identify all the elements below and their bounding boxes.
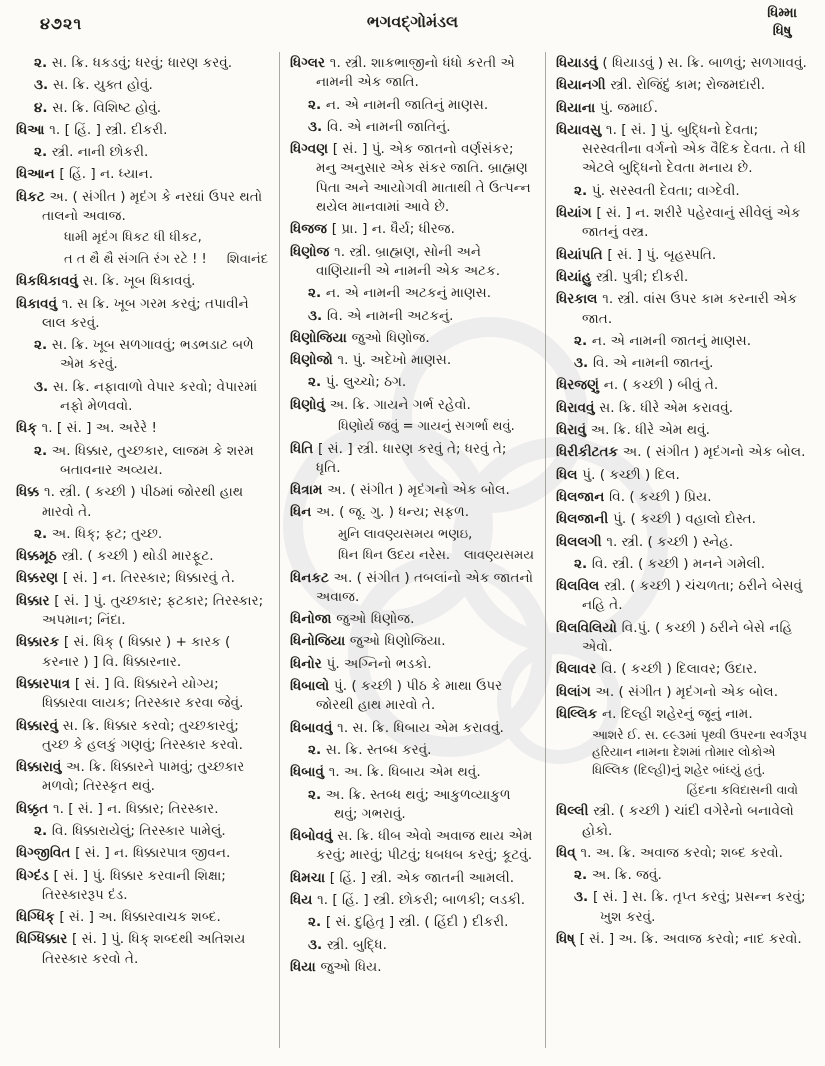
headword: ધિયાંહુ — [556, 268, 597, 285]
sense-line: ૨. [ સં. દુહિતૃ ] સ્ત્રી. ( હિંદી ) દીકરી. — [308, 914, 509, 931]
page-number: ૪૭૨૧ — [40, 14, 83, 33]
headword: ધિરજણું — [556, 377, 604, 394]
sense-number: ૨. — [34, 823, 52, 839]
sense-line: ૩. વિ. એ નામની જાતનું. — [574, 355, 714, 372]
dictionary-entry: ધિરીકીટતક અ. ( સંગીત ) મૃદંગનો એક બોલ. — [556, 444, 806, 461]
sense-line: ૨. ન. એ નામની અટકનું માણસ. — [308, 285, 492, 302]
headword: ધિગ્જીવિત — [16, 845, 76, 862]
dictionary-entry: ધિગ્ધિક્ [ સં. ] અ. ધિક્કારવાચક શબ્દ. — [16, 909, 221, 926]
headword: ધિલજાની — [556, 511, 614, 528]
dictionary-entry: ધિયાનગી સ્ત્રી. રોજિંદું કામ; રોજમદારી. — [556, 77, 766, 94]
sense-number: ૨. — [308, 285, 326, 302]
column-2 — [290, 54, 534, 980]
dictionary-entry: ધિકાવવું ૧. સ ક્રિ. ખૂબ ગરમ કરવું; તપાવીને લાલ કરવું. — [16, 295, 249, 331]
sense-number: ૨. — [34, 144, 52, 161]
headword: ધિણોવું — [290, 396, 330, 413]
dictionary-entry: ધિકટ અ. ( સંગીત ) મૃદંગ કે નરઘાં ઉપર થતો તાલનો અવાજ. — [16, 188, 263, 225]
dictionary-entry: ધિયાંપતિ [ સં. ] પું. બૃહસ્પતિ. — [556, 246, 717, 263]
headword: ધિરીકીટતક — [556, 444, 623, 461]
headword: ધિરાવવું — [556, 399, 600, 416]
headword: ધિનોજિયા — [290, 633, 350, 650]
dictionary-entry: ધિબોવવું સ. ક્રિ. ધીબ એવો અવાજ થાય એમ કરવું; મારવું; પીટવું; ધબધબ કરવું; કૂટવું. — [290, 828, 533, 864]
dictionary-entry: ધિક્કારક [ સં. ધિક્ ( ધિક્કાર ) + કારક ( કરનાર ) ] વિ. ધિક્કારનાર. — [16, 634, 231, 670]
dictionary-entry: ધિલજાન વિ. ( કચ્છી ) પ્રિય. — [556, 488, 712, 505]
headword: ધિક્કૃત — [16, 800, 53, 817]
dictionary-entry: ધિલાવર વિ. ( કચ્છી ) દિલાવર; ઉદાર. — [556, 661, 758, 678]
headword: ધિત્રામ — [290, 482, 328, 499]
sense-number: ૨. — [308, 374, 326, 391]
dictionary-entry: ધિક્કરણ [ સં. ] ન. તિરસ્કાર; ધિક્કારવું તે. — [16, 570, 235, 587]
dictionary-entry: ધિલવિલ સ્ત્રી. ( કચ્છી ) ચંચળતા; ઠરીને બેસવું નહિ તે. — [556, 578, 803, 614]
headword: ધિગ્વણ — [290, 141, 333, 158]
dictionary-entry: ધિયા જુઓ ધિય. — [290, 958, 382, 975]
headword: ધિયાના — [556, 99, 600, 116]
dictionary-entry: ધિયાડવું ( ધિયાડવું ) સ. ક્રિ. બાળવું; સળગાવવું. — [556, 55, 807, 71]
headword: ધિલજાન — [556, 488, 610, 505]
dictionary-entry: ધિનોજા જુઓ ધિણોજ. — [290, 611, 415, 628]
sense-line: ૨. વિ. સ્ત્રી. ( કચ્છી ) મનને ગમેલી. — [574, 555, 766, 572]
dictionary-entry: ધિન અ. ( જૂ. ગુ. ) ધન્ય; સફળ. — [290, 504, 470, 521]
headword: ધિલાંગ — [556, 683, 596, 700]
guide-words — [767, 4, 797, 40]
headword: ધિયા — [290, 958, 321, 975]
headword: ધિક્કારવું — [16, 717, 63, 734]
sense-line: ૩. વિ. એ નામની જાતિનું. — [308, 118, 451, 135]
dictionary-entry: ધિનોજિયા જુઓ ધિણોજિયા. — [290, 633, 446, 650]
sense-number: ૨. — [34, 442, 52, 459]
sense-line: ૨. વિ. ધિક્કારાયેલું; તિરસ્કાર પામેલું. — [34, 823, 226, 839]
dictionary-entry: ધિગ્વણ [ સં. ] પું. એક જાતનો વર્ણસંકર; મનુ અનુસાર એક સંકર જાતિ. બ્રાહ્મણ પિતા અને આયોગવી માતાથી તે ઉત્પન્ન થયેલ માનવામાં આવે છે. — [290, 141, 531, 216]
headword: ધિલવિલિયો — [556, 619, 622, 636]
verse-quote: ધિણોર્ય જવું = ગાયનું સગર્ભા થવું. — [338, 419, 515, 435]
dictionary-entry: ધિલાંગ અ. ( સંગીત ) મૃદંગનો એક બોલ. — [556, 683, 779, 700]
dictionary-columns — [0, 54, 825, 1066]
headword: ધિકટ — [16, 188, 50, 205]
dictionary-entry: ધિયાવસુ ૧. [ સં. ] પું. બુદ્ધિનો દેવતા; સરસ્વતીના વર્ગનો એક વૈદિક દેવતા. તે ધી એટલે બુદ્ધિનો દેવતા મનાય છે. — [556, 121, 806, 177]
dictionary-entry: ધિલ્લી સ્ત્રી. ( કચ્છી ) ચાંદી વગેરેનો બનાવેલો હોકો. — [556, 803, 794, 839]
headword: ધિગ્દંડ — [16, 867, 54, 884]
dictionary-entry: ધિજજ [ પ્રા. ] ન. ધૈર્ય; ધીરજ. — [290, 221, 455, 238]
sense-number: ૩. — [34, 77, 53, 94]
verse-quote: ધામી મૃદંગ ધિકટ ધી ધીકટ, — [64, 230, 202, 246]
headword: ધિનોજા — [290, 611, 337, 628]
headword: ધિયાવસુ — [556, 121, 606, 138]
dictionary-entry: ધિણોજિયા જુઓ ધિણોજ. — [290, 329, 430, 346]
headword: ધિલવિલ — [556, 578, 605, 595]
dictionary-entry: ધિગ્જીવિત [ સં. ] ન. ધિક્કારપાત્ર જીવન. — [16, 845, 231, 862]
sense-line: ૨. ન. એ નામની જાતનું માણસ. — [574, 332, 752, 349]
dictionary-entry: ધિબાવવું ૧. સ. ક્રિ. ધિબાય એમ કરાવવું. — [290, 719, 504, 736]
sense-line: ૨. ન. એ નામની જાતિનું માણસ. — [308, 96, 489, 113]
dictionary-entry: ધિલ પું. ( કચ્છી ) દિલ. — [556, 466, 680, 483]
headword: ધિષ્ — [556, 931, 580, 948]
dictionary-entry: ધિષ્ [ સં. ] અ. ક્રિ. અવાજ કરવો; નાદ કરવો. — [556, 931, 802, 948]
dictionary-entry: ધિગ્દંડ [ સં. ] પું. ધિક્કાર કરવાની શિક્ષા; તિરસ્કારરૂપ દંડ. — [16, 867, 226, 903]
sense-line: ૨. સ. ક્રિ. ખૂબ સળગાવવું; ભડભડાટ બળે એમ કરવું. — [34, 337, 254, 373]
verse-quote: મુનિ લાવણ્યસમય ભણઇ, — [338, 526, 473, 542]
dictionary-entry: ધિકધિકાવવું સ. ક્રિ. ખૂબ ધિકાવવું. — [16, 273, 196, 290]
dictionary-entry: ધિતિ [ સં. ] સ્ત્રી. ધારણ કરવું તે; ધરવું તે; ધૃતિ. — [290, 440, 507, 476]
dictionary-entry: ધિઆ ૧. [ હિં. ] સ્ત્રી. દીકરી. — [16, 121, 168, 138]
dictionary-entry: ધિક્કાર [ સં. ] પું. તુચ્છકાર; ફટકાર; તિરસ્કાર; અપમાન; નિંદા. — [16, 592, 264, 629]
sense-line: ૩. સ્ત્રી. બુદ્ધિ. — [308, 936, 387, 953]
dictionary-entry: ધિલલગી ૧. સ્ત્રી. ( કચ્છી ) સ્નેહ. — [556, 533, 734, 550]
sense-line: ૪. સ. ક્રિ. વિશિષ્ટ હોવું. — [34, 99, 162, 116]
headword: ધિગ્લર — [290, 55, 330, 71]
sense-line: ૩. વિ. એ નામની અટકનું. — [308, 307, 454, 324]
dictionary-entry: ધિઆન [ હિં. ] ન. ધ્યાન. — [16, 166, 154, 183]
column-1 — [16, 54, 268, 972]
citation-line: હિંદના કવિદાસની વાવો — [686, 782, 798, 797]
dictionary-entry: ધિરાવું અ. ક્રિ. ધીરે એમ થવું. — [556, 422, 710, 439]
headword: ધિણોજિયા — [290, 329, 352, 346]
sense-line: ૨. સ. ક્રિ. સ્તબ્ધ કરવું. — [308, 741, 432, 758]
headword: ધિક્કાર — [16, 592, 55, 609]
headword: ધિક્ક — [16, 484, 44, 501]
headword: ધિમચા — [290, 869, 330, 886]
sense-number: ૨. — [308, 96, 326, 113]
sense-number: ૩. — [574, 889, 593, 906]
headword: ધિયાંગ — [556, 205, 597, 222]
sense-number: ૨. — [34, 55, 52, 71]
headword: ધિયાંપતિ — [556, 246, 608, 263]
dictionary-entry: ધિરકાલ ૧. સ્ત્રી. વાંસ ઉપર કામ કરનારી એક જાત. — [556, 291, 798, 327]
sense-number: ૨. — [574, 867, 592, 884]
sense-number: ૩. — [34, 378, 53, 395]
headword: ધિકધિકાવવું — [16, 273, 83, 290]
headword: ધિયાડવું — [556, 55, 603, 71]
sense-line: ૨. પું. લુચ્ચો; ઠગ. — [308, 374, 407, 391]
dictionary-entry: ધિક્કમૂઠ સ્ત્રી. ( કચ્છી ) થોડી મારફૂટ. — [16, 548, 214, 565]
headword: ધિક્કારક — [16, 634, 64, 651]
headword: ધિક્કારાવું — [16, 759, 67, 776]
sense-line: ૨. સ. ક્રિ. ધકડવું; ધરવું; ધારણ કરવું. — [34, 55, 233, 71]
dictionary-entry: ધિક્કારપાત્ર [ સં. ] વિ. ધિક્કારને યોગ્ય; ધિક્કારવા લાયક; તિરસ્કાર કરવા જેવું. — [16, 675, 244, 712]
dictionary-entry: ધિક્ ૧. [ સં. ] અ. અરેરે ! — [16, 420, 157, 437]
dictionary-entry: ધિગ્લર ૧. સ્ત્રી. શાકભાજીનો ધંધો કરતી એ નામની એક જાતિ. — [290, 55, 515, 91]
sense-number: ૨. — [574, 182, 592, 199]
sense-number: ૨. — [308, 741, 326, 758]
headword: ધિબાવું — [290, 764, 329, 781]
headword: ધિલ — [556, 466, 583, 483]
headword: ધિક્કમૂઠ — [16, 548, 62, 565]
headword: ધિક્કારપાત્ર — [16, 675, 75, 692]
headword: ધિન — [290, 504, 317, 521]
headword: ધિણોજ — [290, 243, 335, 260]
headword: ધિયાનગી — [556, 77, 611, 94]
headword: ધિઆ — [16, 121, 50, 138]
dictionary-entry: ધિક્કારવું સ. ક્રિ. ધિક્કાર કરવો; તુચ્છકારવું; તુચ્છ કે હલકું ગણવું; તિરસ્કાર કરવો. — [16, 717, 243, 753]
sense-line: ૨. અ. ક્રિ. જવું. — [574, 867, 662, 884]
headword: ધિજજ — [290, 221, 332, 238]
dictionary-entry: ધિનકટ અ. ( સંગીત ) તબલાંનો એક જાતનો અવાજ. — [290, 569, 533, 605]
dictionary-entry: ધિયાના પું. જમાઈ. — [556, 99, 658, 116]
dictionary-entry: ધિવ્ ૧. અ. ક્રિ. અવાજ કરવો; શબ્દ કરવો. — [556, 844, 783, 861]
headword: ધિનોર — [290, 655, 327, 672]
dictionary-entry: ધિયાંહુ સ્ત્રી. પુત્રી; દીકરી. — [556, 268, 689, 285]
verse-quote: ત ત થૈ થૈ સંગતિ રંગ રટે ! ! શિવાનંદ — [16, 251, 268, 269]
citation-source: લાવણ્યસમય — [464, 548, 534, 564]
headword: ધિલ્લી — [556, 803, 594, 820]
headword: ધિણોજો — [290, 352, 338, 369]
sense-number: ૩. — [308, 307, 327, 324]
sense-line: ૩. સ. ક્રિ. યુક્ત હોવું. — [34, 77, 153, 94]
headword: ધિલાવર — [556, 661, 602, 678]
sense-number: ૪. — [34, 99, 53, 116]
headword: ધિવ્ — [556, 844, 581, 861]
sense-number: ૨. — [308, 786, 326, 803]
dictionary-entry: ધિક્ક ૧. સ્ત્રી. ( કચ્છી ) પીઠમાં જોરથી હાથ મારવો તે. — [16, 484, 244, 520]
headword: ધિક્ — [16, 420, 42, 437]
dictionary-entry: ધિલ્લિક ન. દિલ્હી શહેરનું જૂનું નામ. — [556, 705, 753, 722]
dictionary-entry: ધિલજાની પું. ( કચ્છી ) વહાલો દોસ્ત. — [556, 511, 756, 528]
guide-word-top: ધિમ્મા — [767, 5, 797, 21]
sense-number: ૨. — [574, 555, 592, 572]
dictionary-entry: ધિણોવું અ. ક્રિ. ગાયને ગર્ભ રહેવો. — [290, 396, 471, 413]
sense-number: ૨. — [34, 337, 52, 354]
headword: ધિનકટ — [290, 569, 334, 586]
dictionary-entry: ધિગ્ધિક્કાર [ સં. ] પું. ધિક્ શબ્દથી અતિશય તિરસ્કાર કરવો તે. — [16, 931, 246, 967]
sense-number: ૨. — [308, 914, 326, 931]
headword: ધિબોવવું — [290, 828, 338, 845]
dictionary-entry: ધિત્રામ અ. ( સંગીત ) મૃદંગનો એક બોલ. — [290, 482, 510, 499]
headword: ધિકાવવું — [16, 295, 62, 312]
sense-line: ૨. અ. ધિક્; ફટ; તુચ્છ. — [34, 525, 163, 542]
page-header — [0, 0, 825, 52]
dictionary-entry: ધિક્કૃત ૧. [ સં. ] ન. ધિક્કાર; તિરસ્કાર. — [16, 800, 219, 817]
headword: ધિક્કરણ — [16, 570, 63, 587]
citation-source: શિવાનંદ — [226, 251, 268, 267]
sense-line: ૨. સ્ત્રી. નાની છોકરી. — [34, 144, 149, 161]
dictionary-entry: ધિરાવવું સ. ક્રિ. ધીરે એમ કરાવવું. — [556, 399, 734, 416]
headword: ધિબાવવું — [290, 719, 338, 736]
guide-word-bottom: ધિષુ — [772, 23, 792, 40]
sense-number: ૩. — [574, 355, 593, 372]
sense-line: ૩. સ. ક્રિ. નફાવાળો વેપાર કરવો; વેપારમાં નફો મેળવવો. — [34, 378, 258, 415]
sense-line: ૩. [ સં. ] સ. ક્રિ. તૃપ્ત કરવું; પ્રસન્ન કરવું; ખુશ કરવું. — [574, 889, 806, 925]
sense-number: ૩. — [308, 936, 327, 953]
verse-quote: ધિન ધિન ઉદય નરેસ. લાવણ્યસમય — [290, 547, 534, 565]
etymology-note: આશરે ઈ. સ. ૯૯૩માં પૃથ્વી ઉપરના સ્વર્ગરૂપ હરિયાન નામના દેશમાં તોમાર લોકોએ ધિલ્લિક (દિલ્હી)નું શહેર બાંધ્યું હતું. — [592, 728, 807, 777]
sense-number: ૨. — [34, 525, 52, 542]
headword: ધિગ્ધિક્ — [16, 909, 60, 926]
dictionary-entry: ધિમચા [ હિં. ] સ્ત્રી. એક જાતની આમલી. — [290, 869, 515, 886]
headword: ધિબાલો — [290, 678, 334, 695]
headword: ધિલલગી — [556, 533, 607, 550]
dictionary-entry: ધિનોર પું. અગ્નિનો ભડકો. — [290, 655, 432, 672]
dictionary-entry: ધિબાલો પું. ( કચ્છી ) પીઠ કે માથા ઉપર જોરથી હાથ મારવો તે. — [290, 678, 503, 714]
sense-line: ૨. અ. ધિક્કાર, તુચ્છકાર, લાજમ કે શરમ બતાવનાર અવ્યય. — [34, 442, 254, 478]
sense-line: ૨. પું. સરસ્વતી દેવતા; વાગ્દેવી. — [574, 182, 740, 199]
dictionary-entry: ધિણોજ ૧. સ્ત્રી. બ્રાહ્મણ, સોની અને વાણિયાની એ નામની એક અટક. — [290, 243, 501, 279]
dictionary-entry: ધિબાવું ૧. અ. ક્રિ. ધિબાય એમ થવું. — [290, 764, 481, 781]
headword: ધિરકાલ — [556, 291, 603, 308]
headword: ધિલ્લિક — [556, 705, 602, 722]
dictionary-entry: ધિક્કારાવું અ. ક્રિ. ધિક્કારને પામવું; તુચ્છકાર મળવો; તિરસ્કૃત થવું. — [16, 759, 245, 795]
sense-line: ૨. અ. ક્રિ. સ્તબ્ધ થવું; આકુળવ્યાકુળ થવું; ગભરાવું. — [308, 786, 511, 822]
column-3 — [556, 54, 812, 952]
dictionary-entry: ધિયાંગ [ સં. ] ન. શરીરે પહેરવાનું સીવેલું એક જાતનું વસ્ત્ર. — [556, 205, 801, 241]
dictionary-entry: ધિલવિલિયો વિ.પું. ( કચ્છી ) ઠરીને બેસે નહિ એવો. — [556, 619, 793, 656]
dictionary-entry: ધિય ૧. [ હિં. ] સ્ત્રી. છોકરી; બાળકી; લડકી. — [290, 892, 526, 909]
headword: ધિતિ — [290, 440, 319, 457]
dictionary-entry: ધિણોજો ૧. પું. અદેખો માણસ. — [290, 352, 452, 369]
headword: ધિઆન — [16, 166, 60, 183]
sense-number: ૩. — [308, 118, 327, 135]
book-title: ભગવદ્ગોમંડલ — [366, 12, 459, 31]
dictionary-entry: ધિરજણું ન. ( કચ્છી ) બીવું તે. — [556, 377, 719, 394]
headword: ધિગ્ધિક્કાર — [16, 931, 73, 948]
headword: ધિરાવું — [556, 422, 591, 439]
headword: ધિય — [290, 892, 318, 909]
sense-number: ૨. — [574, 332, 592, 349]
